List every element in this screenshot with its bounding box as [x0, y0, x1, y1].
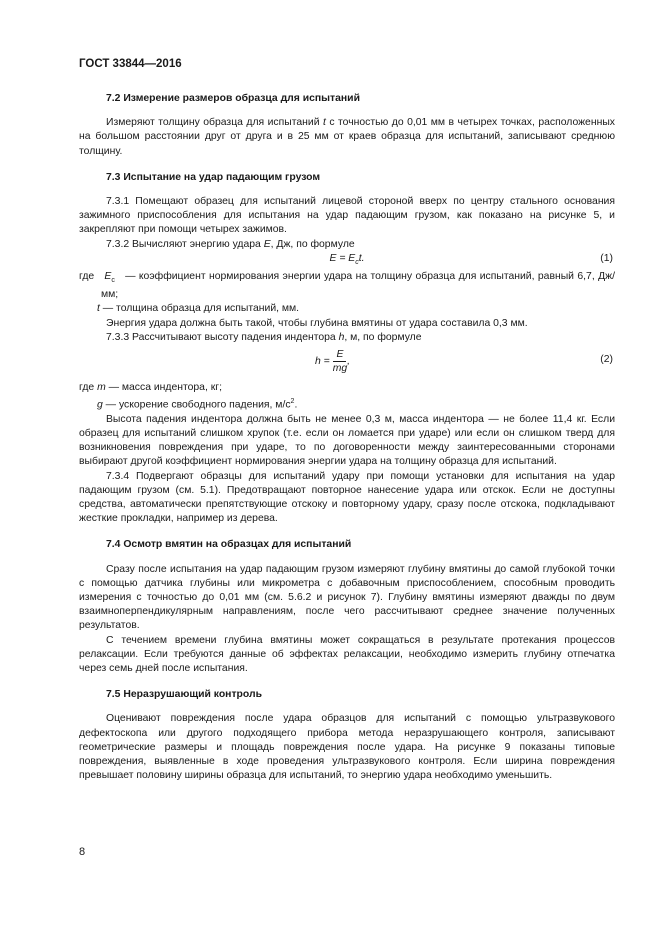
section-7-4-paragraph-1: Сразу после испытания на удар падающим грузом измеряют глубину вмятины до самой глубокой точки с помощью датчика глубины или микрометра с добавочным приспособлением, способным проводить измерения с точностью до 0,01 мм (см. 5.6.2 и рисунок 7). Глубину вмятины измеряют дважды по двум взаимноперпендикулярным направлениям, после чего рассчитывают среднее значение полученных результатов. [79, 563, 615, 632]
section-7-2-heading: 7.2 Измерение размеров образца для испытаний [106, 93, 360, 104]
formula-1-number: (1) [600, 252, 613, 264]
paragraph-7-3-1: 7.3.1 Помещают образец для испытаний лицевой стороной вверх по центру стального основания зажимного приспособления для испытания на удар падающим грузом, как показано на рисунке 5, и закрепляют при помощи четырех зажимов. [79, 196, 615, 236]
where-label: где [79, 270, 95, 282]
definition-text: — толщина образца для испытаний, мм. [99, 303, 300, 315]
text-run: 7.3.2 Вычисляют энергию удара [106, 238, 264, 250]
formula-2-expression [315, 349, 350, 375]
definition-t [79, 302, 615, 316]
formula-1-lhs: E = E [329, 252, 356, 264]
variable-e: E [104, 270, 112, 282]
formula-2 [79, 345, 615, 381]
variable-m: m [97, 381, 106, 393]
section-7-3-heading: 7.3 Испытание на удар падающим грузом [106, 171, 321, 183]
where-label: где [79, 381, 98, 393]
text-run: . [294, 399, 298, 411]
paragraph-7-3-2 [79, 238, 615, 252]
definition-text: — коэффициент нормирования энергии удара на толщину образца для испытаний, равный 6,7, Дж/мм; [101, 270, 616, 301]
section-7-5-paragraph: Оценивают повреждения после удара образцов для испытаний с помощью ультразвукового дефектоскопа или другого подходящего прибора метода неразрушающего контроля, записывают геометрические размеры и площадь повреждения после удара. На рисунке 9 показаны типовые повреждения, выявленные в ходе проведения ультразвукового контроля. Если ширина повреждения превышает половину ширины образца для испытаний, то энергию удара необходимо уменьшить. [79, 713, 615, 782]
formula-1-subscript: c [355, 258, 359, 266]
variable-t: t [97, 303, 100, 315]
definition-g [79, 395, 615, 413]
definition-text: — масса индентора, кг; [105, 381, 222, 393]
section-7-2-paragraph [79, 116, 615, 159]
text-run: , Дж, по формуле [270, 238, 355, 250]
variable-t: t [322, 117, 326, 129]
definition-m [79, 381, 615, 395]
text-run: с точностью до 0,01 мм в четырех точках, расположенных на большом расстоянии друг от друга и в 25 мм от краев образца для испытаний, записывают среднюю толщину. [79, 117, 615, 157]
paragraph-7-3-3 [79, 331, 615, 345]
section-7-4-paragraph-2: С течением времени глубина вмятины может сокращаться в результате протекания процессов релаксации. Если требуются данные об эффектах релаксации, необходимо измерить глубину отпечатка через семь дней после испытания. [79, 634, 615, 675]
paragraph-7-3-4: 7.3.4 Подвергают образцы для испытаний удару при помощи установки для испытания на удар падающим грузом (см. 5.1). Предотвращают повторное нанесение удара или отскок. Если не доступны средства, автоматически препятствующие отскоку и повторному удару, сразу после отскока, подкладывают жесткие прокладки, например из дерева. [79, 470, 615, 525]
formula-1-rhs: t. [358, 252, 365, 264]
formula-2-lhs: h = [315, 355, 330, 367]
formula-2-fraction [333, 349, 347, 375]
formula-2-comma: , [347, 355, 351, 367]
section-7-4-heading: 7.4 Осмотр вмятин на образцах для испытаний [106, 539, 352, 551]
variable-g: g [97, 399, 103, 411]
height-note: Высота падения индентора должна быть не менее 0,3 м, масса индентора — не более 11,4 кг. Если образец для испытаний слишком хрупок (т.е. если он ломается при ударе) или если он слишком тверд для возникновения повреждения при ударе, то по договоренности между заинтересованными сторонами выбирают другой коэффициент нормирования энергии удара на толщину образца для испытаний. [79, 413, 615, 468]
energy-note: Энергия удара должна быть такой, чтобы глубина вмятины от удара составила 0,3 мм. [106, 317, 528, 329]
formula-2-number: (2) [600, 353, 613, 365]
formula-1-expression [79, 252, 615, 270]
superscript-2: 2 [290, 398, 295, 406]
definition-text: — ускорение свободного падения, м/с [102, 399, 291, 411]
variable-h: h [338, 331, 345, 343]
text-run: Измеряют толщину образца для испытаний [106, 117, 323, 129]
definition-ec [79, 270, 615, 302]
text-run: , м, по формуле [344, 331, 422, 343]
page-number: 8 [79, 846, 86, 858]
section-7-5-heading: 7.5 Неразрушающий контроль [106, 689, 262, 701]
formula-2-denominator: mg [332, 362, 348, 374]
text-run: 7.3.3 Рассчитывают высоту падения индентора [106, 331, 339, 343]
document-header: ГОСТ 33844—2016 [79, 58, 182, 70]
formula-2-numerator: E [333, 349, 346, 362]
document-body [79, 92, 615, 783]
formula-1 [79, 252, 615, 270]
definition-ec-text [101, 270, 615, 302]
subscript-c: c [111, 276, 115, 284]
variable-e: E [263, 238, 271, 250]
